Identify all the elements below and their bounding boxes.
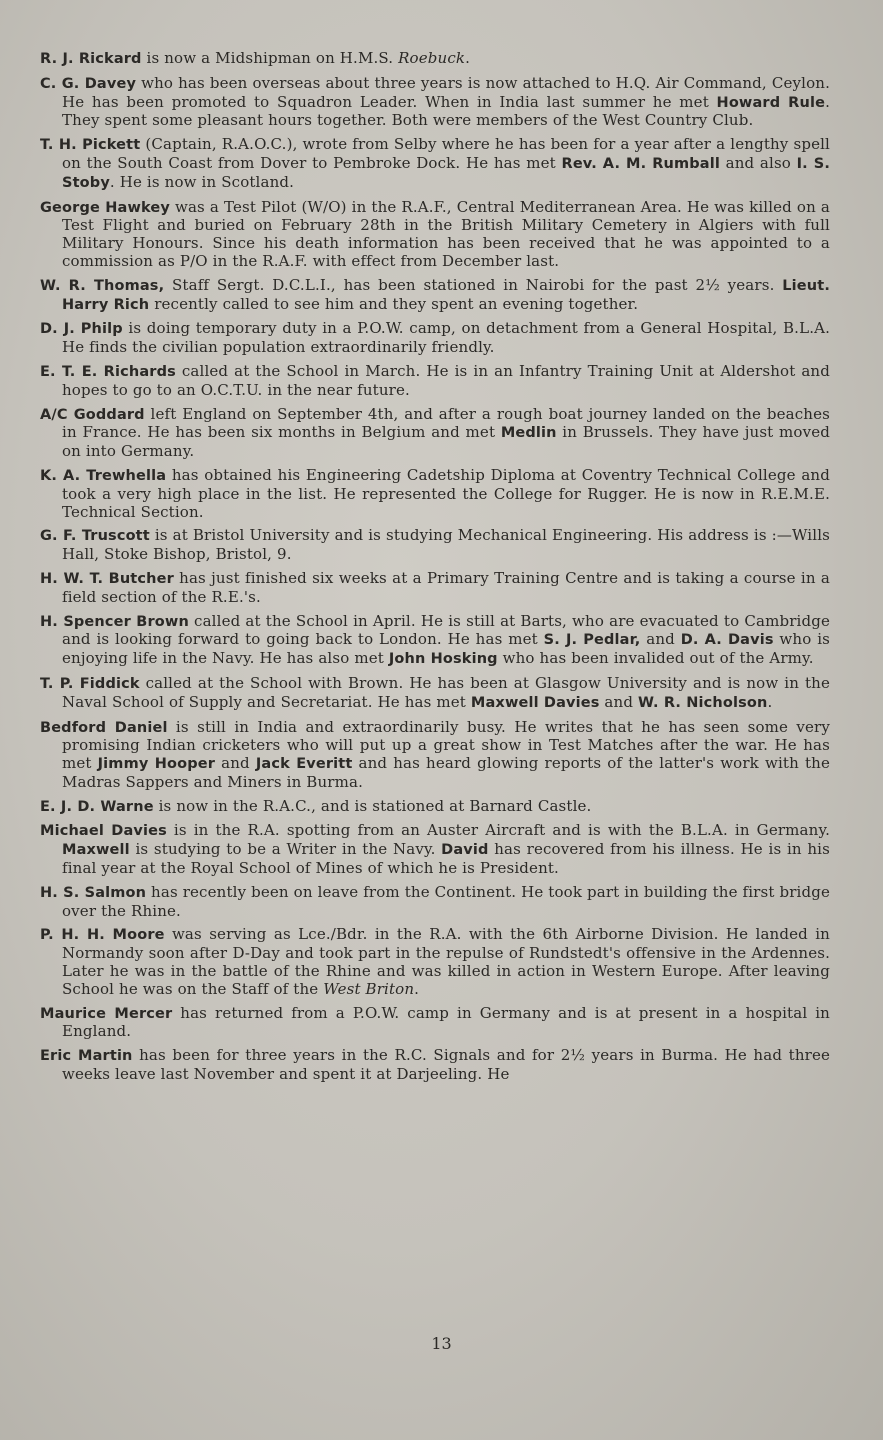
person-name: A/C Goddard bbox=[40, 406, 145, 423]
person-name: Eric Martin bbox=[40, 1048, 133, 1065]
page-number: 13 bbox=[431, 1334, 452, 1353]
person-name: H. W. T. Butcher bbox=[40, 570, 174, 587]
person-name: Howard Rule bbox=[716, 94, 826, 111]
person-name: Maxwell Davies bbox=[470, 694, 600, 711]
entry-truscott: G. F. Truscott is at Bristol University and is studying Mechanical Engineering. His address is :—Wills Hall, Stoke Bishop, Bristol, 9. bbox=[40, 526, 830, 564]
entry-goddard: A/C Goddard left England on September 4th, and after a rough boat journey landed on the beaches in France. He has been six months in Belgium and met Medlin in Brussels. They have just moved on into Germany. bbox=[40, 404, 830, 461]
entry-hawkey: George Hawkey was a Test Pilot (W/O) in the R.A.F., Central Mediterranean Area. He was killed on a Test Flight and buried on February 28th in the British Military Cemetery in Algiers with full Military Honours. Since his death information has been received that he was appointed to a commission as P/O in the R.A.F. with effect from December last. bbox=[40, 197, 830, 270]
person-name: W. R. Nicholson bbox=[638, 694, 768, 711]
person-name: E. J. D. Warne bbox=[40, 798, 154, 815]
person-name: T. P. Fiddick bbox=[40, 675, 140, 692]
person-name: R. J. Rickard bbox=[40, 51, 142, 67]
person-name: D. A. Davis bbox=[680, 632, 774, 649]
person-name: G. F. Truscott bbox=[40, 528, 150, 545]
person-name: Maxwell bbox=[62, 842, 130, 859]
entry-davies: Michael Davies is in the R.A. spotting from an Auster Aircraft and is with the B.L.A. in Germany. Maxwell is studying to be a Writer in the Navy. David has recovered from his illness. He is in his final year at the Royal School of Mines of which he is President. bbox=[40, 821, 830, 878]
person-name: S. J. Pedlar, bbox=[543, 632, 641, 649]
newspaper-name: West Briton bbox=[323, 979, 415, 998]
person-name: Jack Everitt bbox=[255, 756, 353, 773]
ship-name: Roebuck bbox=[398, 49, 466, 67]
entry-butcher: H. W. T. Butcher has just finished six weeks at a Primary Training Centre and is taking a course in a field section of the R.E.'s. bbox=[40, 568, 831, 606]
person-name: Michael Davies bbox=[40, 823, 167, 840]
entry-warne: E. J. D. Warne is now in the R.A.C., and is stationed at Barnard Castle. bbox=[40, 796, 592, 815]
entry-richards: E. T. E. Richards called at the School in March. He is in an Infantry Training Unit at Aldershot and hopes to go to an O.C.T.U. in the near future. bbox=[40, 361, 830, 399]
person-name: Maurice Mercer bbox=[40, 1005, 173, 1022]
entry-thomas: W. R. Thomas, Staff Sergt. D.C.L.I., has been stationed in Nairobi for the past 2½ years. Lieut. Harry Rich recently called to see him and they spent an evening together. bbox=[40, 275, 830, 313]
person-name: Rev. A. M. Rumball bbox=[561, 155, 720, 172]
person-name: John Hosking bbox=[388, 651, 498, 668]
entry-martin: Eric Martin has been for three years in the R.C. Signals and for 2½ years in Burma. He had three weeks leave last November and spent it at Darjeeling. He bbox=[40, 1046, 830, 1084]
person-name: Jimmy Hooper bbox=[97, 756, 216, 773]
person-name: H. S. Salmon bbox=[40, 884, 147, 901]
entry-daniel: Bedford Daniel is still in India and extraordinarily busy. He writes that he has seen some very promising Indian cricketers who will put up a great show in Test Matches after the war. He has met Jimmy Hooper and Jack Everitt and has heard glowing reports of the latter's work with the Madras Sappers and Miners in Burma. bbox=[40, 717, 830, 791]
person-name: David bbox=[441, 842, 489, 859]
entry-philp: D. J. Philp is doing temporary duty in a P.O.W. camp, on detachment from a General Hospital, B.L.A. He finds the civilian population extraordinarily friendly. bbox=[40, 319, 831, 357]
person-name: I. S. Stoby bbox=[62, 155, 831, 191]
person-name: Bedford Daniel bbox=[40, 719, 168, 736]
person-name: W. R. Thomas, bbox=[40, 277, 165, 294]
person-name: D. J. Philp bbox=[40, 321, 123, 338]
entry-trewhella: K. A. Trewhella has obtained his Engineering Cadetship Diploma at Coventry Technical College and took a very high place in the list. He represented the College for Rugger. He is now in R.E.M.E. Technical Section. bbox=[40, 465, 830, 521]
person-name: C. G. Davey bbox=[40, 75, 137, 92]
person-name: H. Spencer Brown bbox=[40, 613, 189, 630]
person-name: K. A. Trewhella bbox=[40, 467, 167, 484]
person-name: E. T. E. Richards bbox=[40, 363, 176, 380]
entry-salmon: H. S. Salmon has recently been on leave from the Continent. He took part in building the first bridge over the Rhine. bbox=[40, 882, 830, 920]
news-column bbox=[40, 50, 830, 1090]
person-name: Lieut. Harry Rich bbox=[62, 277, 830, 313]
entry-rickard: R. J. Rickard is now a Midshipman on H.M.S. Roebuck. bbox=[40, 49, 471, 67]
entry-spencer-brown: H. Spencer Brown called at the School in April. He is still at Barts, who are evacuated to Cambridge and is looking forward to going back to London. He has met S. J. Pedlar, and D. A. Davis who is enjoying life in the Navy. He has also met John Hosking who has been invalided out of the Army. bbox=[40, 611, 831, 668]
person-name: T. H. Pickett bbox=[40, 137, 141, 154]
entry-pickett: T. H. Pickett (Captain, R.A.O.C.), wrote from Selby where he has been for a year after a lengthy spell on the South Coast from Dover to Pembroke Dock. He has met Rev. A. M. Rumball and also I. S. Stoby. He is now in Scotland. bbox=[40, 135, 831, 191]
entry-mercer: Maurice Mercer has returned from a P.O.W. camp in Germany and is at present in a hospital in England. bbox=[40, 1003, 830, 1041]
person-name: Medlin bbox=[500, 425, 557, 442]
person-name: P. H. H. Moore bbox=[40, 927, 165, 944]
entry-davey: C. G. Davey who has been overseas about three years is now attached to H.Q. Air Command, Ceylon. He has been promoted to Squadron Leader. When in India last summer he met Howard Rule. They spent some pleasant hours together. Both were members of the West Country Club. bbox=[40, 73, 830, 130]
entry-fiddick: T. P. Fiddick called at the School with Brown. He has been at Glasgow University and is now in the Naval School of Supply and Secretariat. He has met Maxwell Davies and W. R. Nicholson. bbox=[40, 673, 830, 711]
person-name: George Hawkey bbox=[40, 199, 170, 216]
entry-moore: P. H. H. Moore was serving as Lce./Bdr. in the R.A. with the 6th Airborne Division. He landed in Normandy soon after D-Day and took part in the repulse of Rundstedt's offensive in the Ardennes. Later he was in the battle of the Rhine and was killed in action in Western Europe. After leaving School he was on the Staff of the West Briton. bbox=[40, 925, 830, 998]
